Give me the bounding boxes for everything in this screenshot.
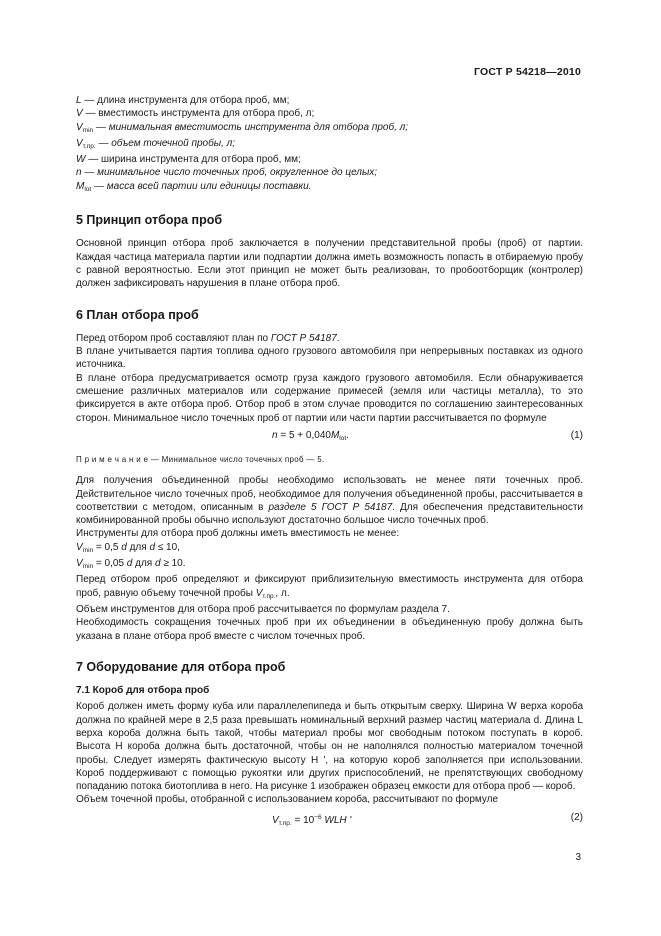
definition-item: $M_{lot}$ — масса всей партии или единицы поставки. xyxy=(76,180,312,193)
s6-paragraph-2: В плане учитывается партия топлива одного грузового автомобиля при непрерывных поставках из одного источника. xyxy=(76,346,583,371)
s6-paragraph-8: Необходимость сокращения точечных проб при их объединении в объединенную пробу должна быть указана в плане отбора проб вместе с числом точечных проб. xyxy=(76,617,583,642)
s7-paragraph-1: Короб должен иметь форму куба или параллелепипеда и быть открытым сверху. Ширина W верха короба должна по крайней мере в 2,5 раза превышать номинальный верхний размер частиц материала d. Длина L верха короба должна быть такой, чтобы материал пробы мог свободным потоком поступать в короб. Высота H короба должна быть достаточной, чтобы он не наполнялся полностью материалом точечной пробы. Следует измерять фактическую высоту H ', на которую короб заполняется при использовании. Короб поддерживают с помощью рукоятки или других приспособлений, не препятствующих свободному попаданию потока биотоплива в него. На рисунке 1 изображен образец емкости для отбора проб — короб. xyxy=(76,701,583,793)
section-6-title: 6 План отбора проб xyxy=(76,307,199,322)
s6-paragraph-3: В плане отбора предусматривается осмотр груза каждого грузового автомобиля. Если обнаруживается смешение различных материалов или содержание примесей (земля или частицы металла), то это фиксируется в акте отбора проб. Отбор проб в этом случае проводится по соглашению заинтересованных сторон. Минимальное число точечных проб от партии или части партии рассчитывается по формуле xyxy=(76,372,583,424)
capacity-rule-2: $V_{min} = 0,05$ d для d ≥ 10. xyxy=(76,558,186,571)
definitions-list xyxy=(76,94,583,196)
s5-paragraph: Основной принцип отбора проб заключается в получении представительной пробы (проб) от партии. Каждая частица материала партии или подпартии должна иметь возможность попасть в отбираемую пробу с равной вероятностью. Если этот принцип не может быть реализован, то пробоотборщик (контролер) должен зафиксировать нарушения в плане отбора проб. xyxy=(76,238,583,290)
capacity-rule-1: $V_{min} = 0,5$ d для d ≤ 10, xyxy=(76,541,180,554)
definition-item: $V_{т.пр.}$ — объем точечной пробы, л; xyxy=(76,137,236,150)
formula-1: $n = 5 + 0,040M_{lot}$. (1) xyxy=(272,429,583,442)
formula-2-number: (2) xyxy=(570,811,583,823)
page-number: 3 xyxy=(575,852,581,863)
page-content xyxy=(76,94,583,831)
definition-item: V — вместимость инструмента для отбора проб, л; xyxy=(76,108,315,120)
standard-header: ГОСТ Р 54218—2010 xyxy=(473,66,581,78)
section-7-title: 7 Оборудование для отбора проб xyxy=(76,659,286,674)
s6-paragraph-5: Инструменты для отбора проб должны иметь вместимость не менее: xyxy=(76,528,400,540)
note: П р и м е ч а н и е — Минимальное число точечных проб — 5. xyxy=(76,454,325,464)
definition-item: W — ширина инструмента для отбора проб, мм; xyxy=(76,154,301,166)
section-5-title: 5 Принцип отбора проб xyxy=(76,213,223,228)
definition-item: n — минимальное число точечных проб, округленное до целых; xyxy=(76,167,378,179)
formula-2: $V_{т.пр.} = 10^{-6}$ WLH ' (2) xyxy=(272,811,583,827)
s7-paragraph-2: Объем точечной пробы, отобранной с использованием короба, рассчитывают по формуле xyxy=(76,794,499,806)
definition-item: L — длина инструмента для отбора проб, мм; xyxy=(76,95,290,106)
s6-paragraph-4: Для получения объединенной пробы необходимо использовать не менее пяти точечных проб. Действительное число точечных проб, необходимое для получения объединенной пробы, рассчитывается в соответствии с методом, описанным в разделе 5 ГОСТ Р 54187. Для обеспечения представительности комбинированной пробы обычно используют достаточно большое число точечных проб. xyxy=(76,475,583,527)
s6-paragraph-6: Перед отбором проб определяют и фиксируют приблизительную вместимость инструмента для отбора проб, равную объему точечной пробы $V_{т.пр.}$, л. xyxy=(76,574,583,600)
formula-1-number: (1) xyxy=(570,429,583,441)
definition-item: $V_{min}$ — минимальная вместимость инструмента для отбора проб, л; xyxy=(76,121,409,134)
subsection-7-1-title: 7.1 Короб для отбора проб xyxy=(76,685,210,697)
s6-paragraph-1: Перед отбором проб составляют план по ГОСТ Р 54187. xyxy=(76,332,340,344)
s6-paragraph-7: Объем инструментов для отбора проб рассчитывается по формулам раздела 7. xyxy=(76,603,450,615)
